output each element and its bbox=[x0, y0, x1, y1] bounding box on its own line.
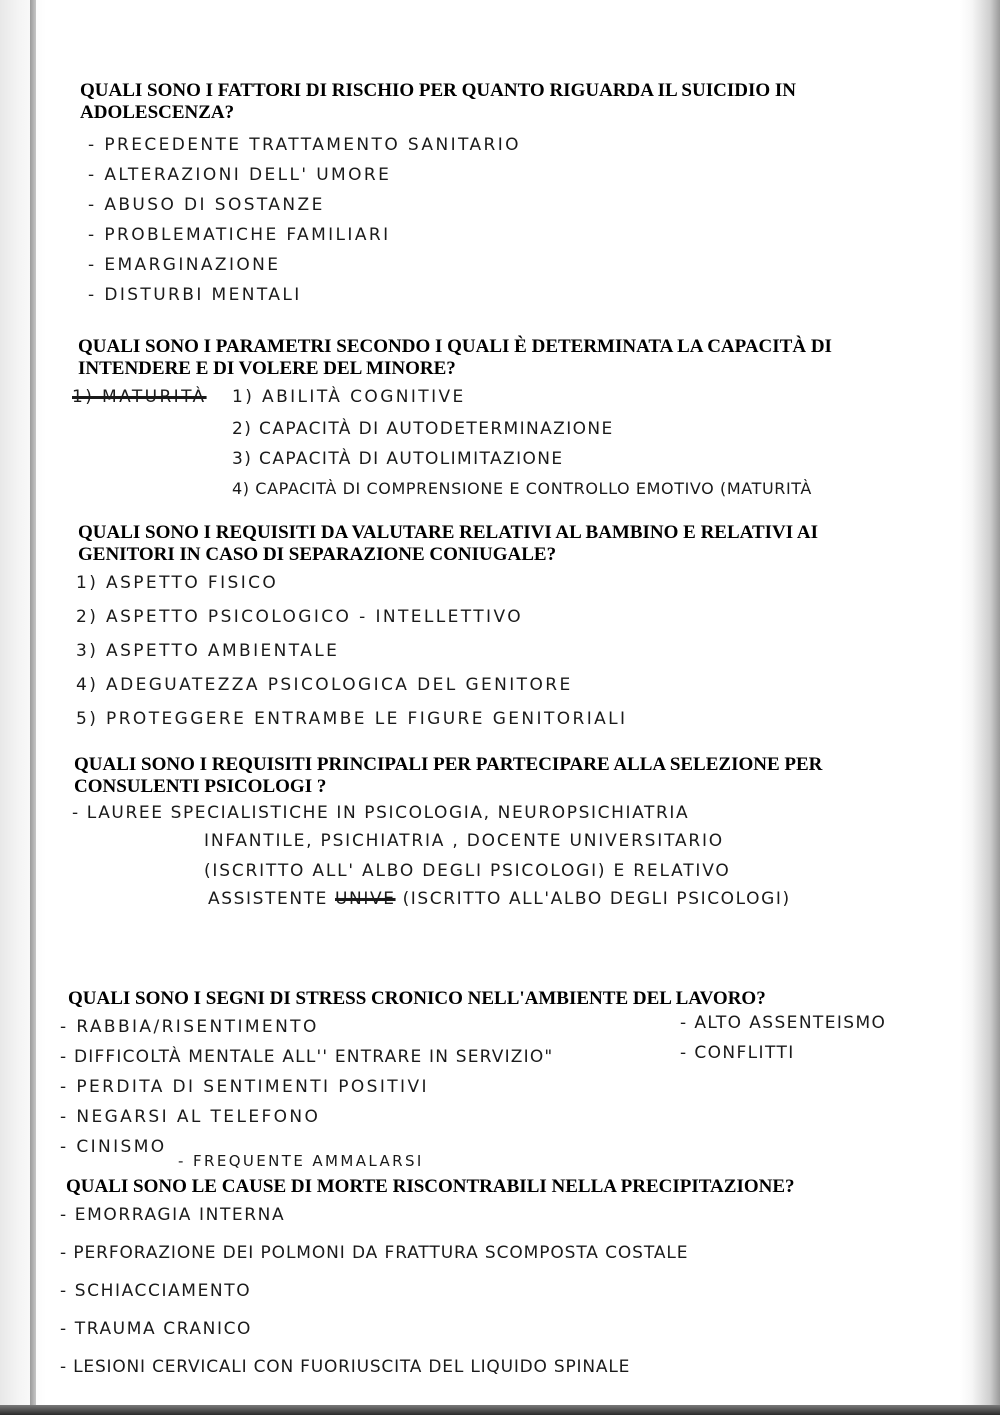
scan-bottom-edge bbox=[0, 1405, 1000, 1415]
answer-item: - RABBIA/RISENTIMENTO bbox=[60, 1017, 319, 1037]
scan-left-edge bbox=[0, 0, 46, 1415]
answer-item: 3) ASPETTO AMBIENTALE bbox=[76, 641, 340, 661]
answer-item: - TRAUMA CRANICO bbox=[60, 1319, 253, 1339]
answer-item: 1) ASPETTO FISICO bbox=[76, 573, 279, 593]
answer-item: - PRECEDENTE TRATTAMENTO SANITARIO bbox=[88, 135, 521, 155]
answer-item: - SCHIACCIAMENTO bbox=[60, 1281, 252, 1301]
answer-list-5 bbox=[60, 1012, 553, 1162]
question-3: QUALI SONO I REQUISITI DA VALUTARE RELATIVI AL BAMBINO E RELATIVI AI GENITORI IN CASO DI SEPARAZIONE CONIUGALE? bbox=[78, 522, 818, 565]
question-4: QUALI SONO I REQUISITI PRINCIPALI PER PARTECIPARE ALLA SELEZIONE PER CONSULENTI PSICOLOGI ? bbox=[74, 754, 823, 797]
answer-list-3 bbox=[76, 566, 627, 736]
answer-item: 2) CAPACITÀ DI AUTODETERMINAZIONE bbox=[232, 419, 614, 439]
answer-item: - ABUSO DI SOSTANZE bbox=[88, 195, 325, 215]
question-5: QUALI SONO I SEGNI DI STRESS CRONICO NELL'AMBIENTE DEL LAVORO? bbox=[68, 988, 766, 1009]
answer-item: - DIFFICOLTÀ MENTALE ALL'' ENTRARE IN SERVIZIO" bbox=[60, 1047, 554, 1067]
answer-item: INFANTILE, PSICHIATRIA , DOCENTE UNIVERSITARIO bbox=[204, 831, 724, 851]
answer-item: (ISCRITTO ALL'ALBO DEGLI PSICOLOGI) bbox=[402, 889, 791, 909]
answer-item: - PROBLEMATICHE FAMILIARI bbox=[88, 225, 391, 245]
question-1: QUALI SONO I FATTORI DI RISCHIO PER QUANTO RIGUARDA IL SUICIDIO IN ADOLESCENZA? bbox=[80, 80, 796, 123]
answer-item: - LESIONI CERVICALI CON FUORIUSCITA DEL LIQUIDO SPINALE bbox=[60, 1357, 631, 1377]
answer-item: 2) ASPETTO PSICOLOGICO - INTELLETTIVO bbox=[76, 607, 523, 627]
answer-item: (ISCRITTO ALL' ALBO DEGLI PSICOLOGI) E RELATIVO bbox=[204, 861, 731, 881]
answer-item: 4) CAPACITÀ DI COMPRENSIONE E CONTROLLO EMOTIVO (MATURITÀ bbox=[232, 479, 812, 498]
answer-line-assistente bbox=[208, 884, 791, 914]
struck-text: 1) MATURITÀ bbox=[72, 387, 207, 407]
scan-binding-shadow bbox=[30, 0, 36, 1415]
answer-item: - EMORRAGIA INTERNA bbox=[60, 1205, 286, 1225]
answer-item: - LAUREE SPECIALISTICHE IN PSICOLOGIA, NEUROPSICHIATRIA bbox=[72, 803, 690, 823]
answer-list-1 bbox=[88, 130, 521, 310]
answer-list-2 bbox=[232, 414, 614, 474]
answer-item: - ALTO ASSENTEISMO bbox=[680, 1013, 887, 1033]
answer-item: - PERFORAZIONE DEI POLMONI DA FRATTURA SCOMPOSTA COSTALE bbox=[60, 1243, 689, 1263]
answer-list-5-side bbox=[680, 1008, 886, 1068]
answer-item: 1) ABILITÀ COGNITIVE bbox=[232, 387, 466, 407]
answer-item: - PERDITA DI SENTIMENTI POSITIVI bbox=[60, 1077, 429, 1097]
answer-item: - ALTERAZIONI DELL' UMORE bbox=[88, 165, 392, 185]
answer-item: - EMARGINAZIONE bbox=[88, 255, 281, 275]
answer-item: - CONFLITTI bbox=[680, 1043, 795, 1063]
answer-list-4 bbox=[204, 826, 731, 886]
answer-item: 4) ADEGUATEZZA PSICOLOGICA DEL GENITORE bbox=[76, 675, 573, 695]
answer-item: - FREQUENTE AMMALARSI bbox=[178, 1152, 424, 1170]
answer-list-6 bbox=[60, 1196, 688, 1386]
question-2: QUALI SONO I PARAMETRI SECONDO I QUALI È DETERMINATA LA CAPACITÀ DI INTENDERE E DI VOLERE DEL MINORE? bbox=[78, 336, 832, 379]
question-6: QUALI SONO LE CAUSE DI MORTE RISCONTRABILI NELLA PRECIPITAZIONE? bbox=[66, 1176, 795, 1197]
struck-answer bbox=[72, 382, 207, 412]
answer-item: - NEGARSI AL TELEFONO bbox=[60, 1107, 321, 1127]
answer-item: - DISTURBI MENTALI bbox=[88, 285, 302, 305]
answer-item: 5) PROTEGGERE ENTRAMBE LE FIGURE GENITORIALI bbox=[76, 709, 628, 729]
scan-right-edge bbox=[960, 0, 1000, 1415]
struck-text: UNIVE bbox=[335, 889, 396, 909]
answer-item: - CINISMO bbox=[60, 1137, 167, 1157]
answer-item: ASSISTENTE bbox=[208, 889, 328, 909]
answer-item: 3) CAPACITÀ DI AUTOLIMITAZIONE bbox=[232, 449, 564, 469]
